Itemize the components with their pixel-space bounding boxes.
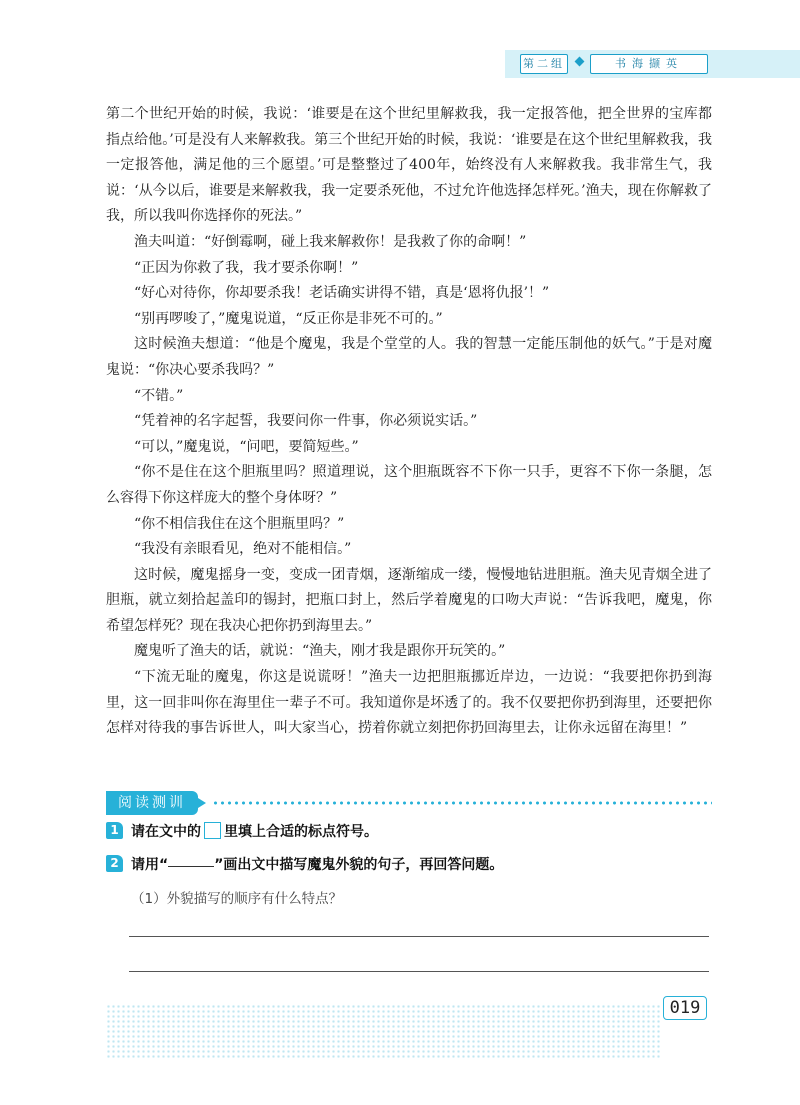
- question-1-text-before: 请在文中的: [131, 824, 201, 840]
- section-label: 书海撷英: [590, 54, 708, 74]
- story-paragraph: “你不是住在这个胆瓶里吗？照道理说，这个胆瓶既容不下你一只手，更容不下你一条腿，怎么容得下你这样庞大的整个身体呀？”: [106, 464, 712, 506]
- answer-line[interactable]: [129, 971, 709, 972]
- question-2-text-before: 请用“: [131, 857, 169, 873]
- question-2: [131, 854, 503, 874]
- story-paragraph: 魔鬼听了渔夫的话，就说：“渔夫，刚才我是跟你开玩笑的。”: [134, 643, 506, 660]
- story-paragraph: “我没有亲眼看见，绝对不能相信。”: [134, 541, 352, 558]
- story-paragraph: 这时候，魔鬼摇身一变，变成一团青烟，逐渐缩成一缕，慢慢地钻进胆瓶。渔夫见青烟全进了胆瓶，就立刻拾起盖印的锡封，把瓶口封上，然后学着魔鬼的口吻大声说：“告诉我吧，魔鬼，你希望怎样死？现在我决心把你扔到海里去。”: [106, 566, 712, 634]
- question-number: 1: [106, 822, 123, 839]
- answer-box-icon: [204, 822, 221, 839]
- question-number: 2: [106, 855, 123, 872]
- group-label: 第二组: [520, 54, 568, 74]
- question-1-text-after: 里填上合适的标点符号。: [224, 824, 378, 840]
- footer-dot-pattern: [106, 1004, 662, 1060]
- story-paragraph: “别再啰唆了，”魔鬼说道，“反正你是非死不可的。”: [134, 310, 443, 327]
- story-paragraph: “可以，”魔鬼说，“问吧，要简短些。”: [134, 438, 359, 455]
- story-paragraph: “好心对待你，你却要杀我！老话确实讲得不错，真是‘恩将仇报’！”: [134, 285, 550, 302]
- story-paragraph: 这时候渔夫想道：“他是个魔鬼，我是个堂堂的人。我的智慧一定能压制他的妖气。”于是对魔鬼说：“你决心要杀我吗？”: [106, 336, 712, 378]
- answer-line[interactable]: [129, 936, 709, 937]
- reading-test-label: 阅读测训: [106, 791, 198, 815]
- story-paragraph: 渔夫叫道：“好倒霉啊，碰上我来解救你！是我救了你的命啊！”: [134, 233, 527, 250]
- story-text: [106, 102, 712, 742]
- dotted-divider: [212, 801, 712, 805]
- story-paragraph: “下流无耻的魔鬼，你这是说谎呀！”渔夫一边把胆瓶挪近岸边，一边说：“我要把你扔到海里，这一回非叫你在海里住一辈子不可。我知道你是坏透了的。我不仅要把你扔到海里，还要把你怎样对待我的事告诉世人，叫大家当心，捞着你就立刻把你扔回海里去，让你永远留在海里！”: [106, 669, 712, 737]
- story-paragraph: “凭着神的名字起誓，我要问你一件事，你必须说实话。”: [134, 413, 478, 430]
- question-1: [131, 821, 378, 841]
- sub-question-1: （1）外貌描写的顺序有什么特点？: [131, 891, 343, 907]
- story-paragraph: “不错。”: [134, 387, 184, 404]
- story-paragraph: 第二个世纪开始的时候，我说：‘谁要是在这个世纪里解救我，我一定报答他，把全世界的宝库都指点给他。’可是没有人来解救我。第三个世纪开始的时候，我说：‘谁要是在这个世纪里解救我，我一定报答他，满足他的三个愿望。’可是整整过了400年，始终没有人来解救我。我非常生气，我说：‘从今以后，谁要是来解救我，我一定要杀死他，不过允许他选择怎样死。’渔夫，现在你解救了我，所以我叫你选择你的死法。”: [106, 106, 712, 225]
- story-paragraph: “你不相信我住在这个胆瓶里吗？”: [134, 515, 345, 532]
- story-paragraph: “正因为你救了我，我才要杀你啊！”: [134, 259, 359, 276]
- question-2-text-after: ”画出文中描写魔鬼外貌的句子，再回答问题。: [214, 857, 504, 873]
- underline-blank: [168, 856, 214, 867]
- page-number: 019: [663, 996, 707, 1020]
